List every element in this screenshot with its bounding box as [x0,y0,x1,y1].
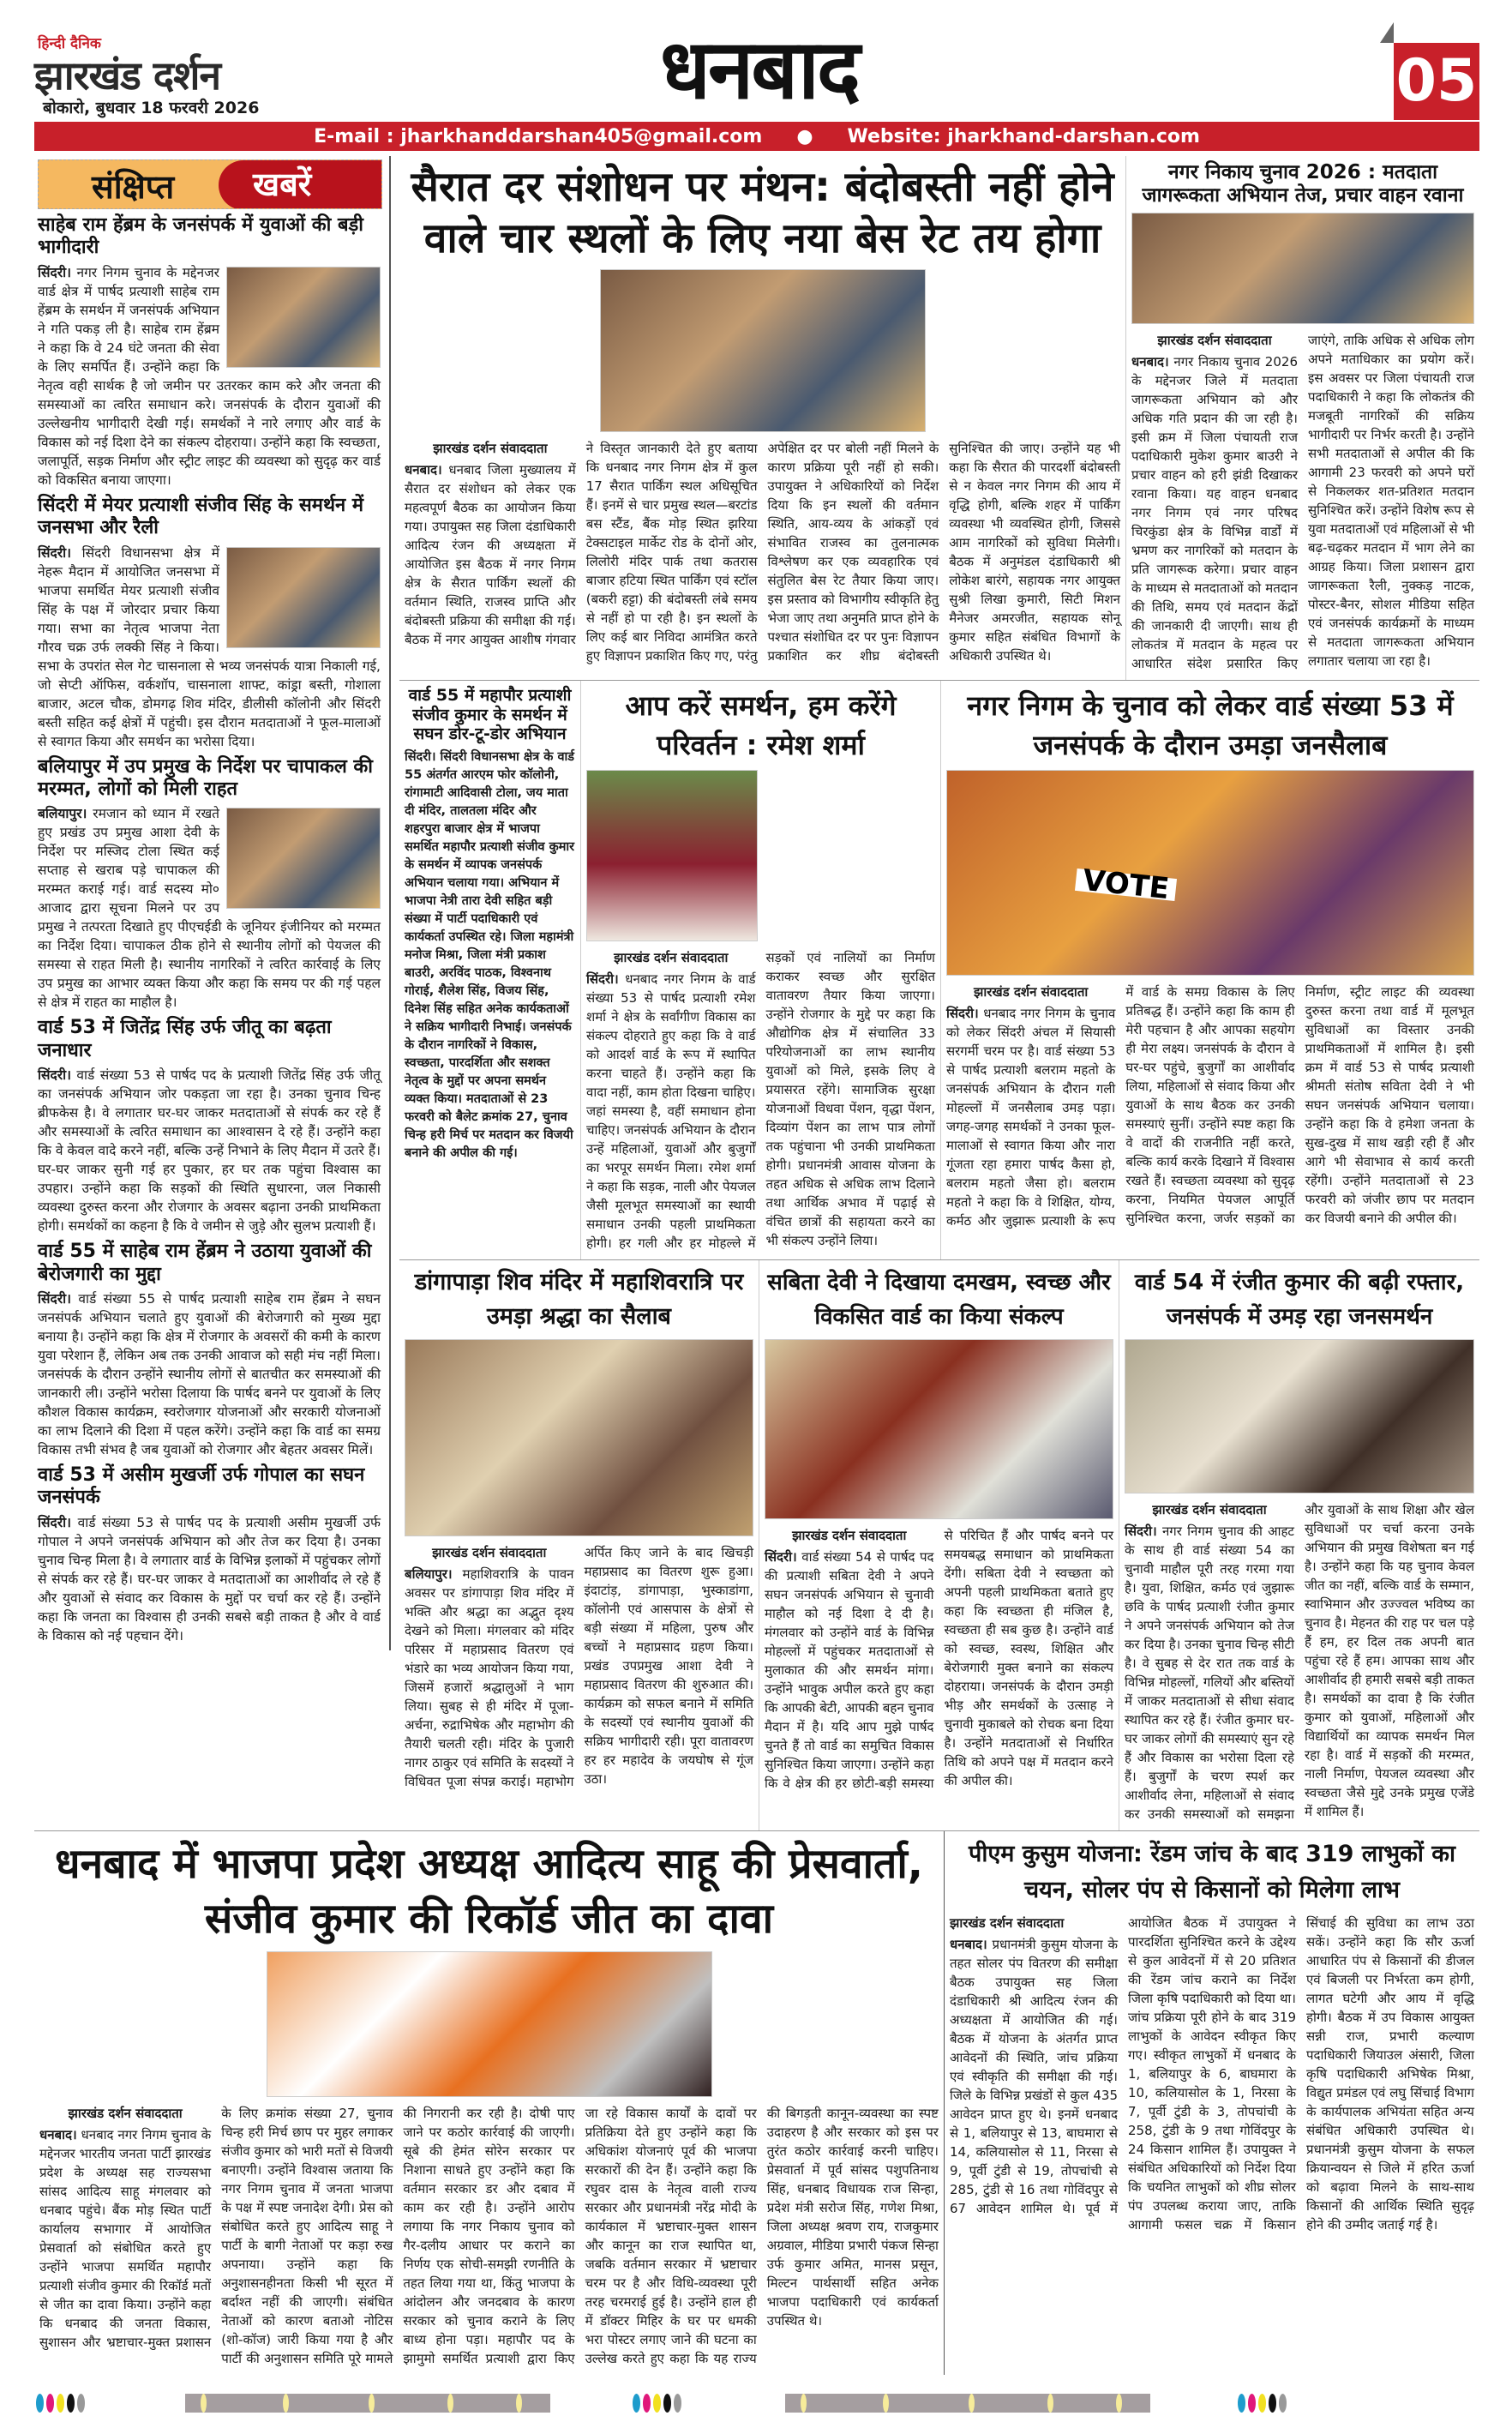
page-corner-decoration [1380,22,1394,43]
dateline: धनबाद। [1131,354,1169,370]
brief-body: सिंदरी विधानसभा क्षेत्र में नेहरू मैदान में आयोजित जनसभा में भाजपा समर्थित मेयर प्रत्याशी संजीव सिंह के पक्ष में जोरदार प्रचार किया गया। सभा का नेतृत्व भाजपा नेता गौरव चक्र उर्फ लक्की सिंह ने किया। सभा के उपरांत सेल गेट चासनाला से भव्य जनसंपर्क यात्रा निकाली गई, जो सेप्टी ऑफिस, वर्कशॉप, चासनाला शाफ्ट, कांड्रा बस्ती, गोशाला बाजार, अटल चौक, डोमगढ़ शिव मंदिर, डीलीसी कॉलोनी और सिंदरी बस्ती सहित कई क्षेत्रों में पहुंची। इस दौरान मतदाताओं ने फूल-मालाओं से स्वागत किया और समर्थन का भरोसा दिया। [38,544,381,749]
ward53-body [946,770,1474,1230]
dateline: सिंदरी। [38,1514,71,1530]
ranjit-headline[interactable]: वार्ड 54 में रंजीत कुमार की बढ़ी रफ्तार, जनसंपर्क में उमड़ रहा जनसमर्थन [1134,1270,1465,1331]
sabita-body [765,1339,1113,1793]
byline: झारखंड दर्शन संवाददाता [1157,333,1272,349]
ramesh-headline[interactable]: आप करें समर्थन, हम करेंगे परिवर्तन : रमेश शर्मा [625,689,897,762]
news-photo [226,267,381,368]
campaign-vehicle-photo [1131,213,1474,324]
dateline: धनबाद। [950,1937,987,1953]
dateline: सिंदरी। [946,1006,979,1022]
brief-item [38,1464,381,1645]
brief-headline[interactable]: बलियापुर में उप प्रमुख के निर्देश पर चापाकल की मरम्मत, लोगों को मिली राहत [38,755,373,800]
voter-awareness-article [1126,156,1479,680]
bjp-press-article [34,1831,945,2375]
brief-item [38,756,381,1013]
ward53-body-text: धनबाद नगर निगम के चुनाव को लेकर सिंदरी अंचल में सियासी सरगर्मी चरम पर है। वार्ड संख्या 53 से पार्षद प्रत्याशी बलराम महतो के जनसंपर्क अभियान के दौरान गली मोहल्लों में जनसैलाब उमड़ पड़ा। जगह-जगह समर्थकों ने उनका फूल-मालाओं से स्वागत किया और नारा गूंजता रहा हमारा पार्षद कैसा हो, बलराम महतो जैसा हो। बलराम महतो ने कहा कि वे शिक्षित, योग्य, कर्मठ और जुझारू प्रत्याशी के रूप में वार्ड के समग्र विकास के लिए प्रतिबद्ध हैं। उन्होंने कहा कि काम ही मेरी पहचान है और आपका सहयोग ही मेरा लक्ष्य। जनसंपर्क के दौरान वे घर-घर पहुंचे, बुजुर्गों का आशीर्वाद लिया, महिलाओं से संवाद किया और युवाओं के साथ बैठक कर उनकी समस्याएं सुनीं। उन्होंने स्पष्ट कहा कि वे वादों की राजनीति नहीं करते, बल्कि कार्य करके दिखाने में विश्वास रखते हैं। स्वच्छता व्यवस्था को सुदृढ़ करना, नियमित पेयजल आपूर्ति सुनिश्चित करना, जर्जर सड़कों का निर्माण, स्ट्रीट लाइट की व्यवस्था दुरुस्त करना तथा वार्ड में मूलभूत सुविधाओं का विस्तार उनकी प्राथमिकताओं में शामिल है। इसी क्रम में वार्ड 53 से पार्षद प्रत्याशी श्रीमती संतोष सविता देवी ने भी सघन जनसंपर्क अभियान चलाया। उन्होंने कहा कि वे हमेशा जनता के सुख-दुख में साथ खड़ी रही हैं और आगे भी सेवाभाव से कार्य करती रहेंगी। उन्होंने मतदाताओं से 23 फरवरी को जंजीर छाप पर मतदान कर विजयी बनाने की अपील की। [946,984,1474,1229]
brief-item [38,1017,381,1235]
banner-label-red: खबरें [219,160,382,209]
byline: झारखंड दर्शन संवाददाता [432,1545,547,1561]
ramesh-body [586,770,935,1253]
city-page-title: धनबाद [660,21,858,117]
brief-headline[interactable]: साहेब राम हेंब्रम के जनसंपर्क में युवाओं की बड़ी भागीदारी [38,214,363,259]
shiv-body [405,1339,753,1791]
kusum-headline[interactable]: पीएम कुसुम योजना: रेंडम जांच के बाद 319 लाभुकों का चयन, सोलर पंप से किसानों को मिलेगा लाभ [969,1841,1455,1904]
lead-photo [600,269,926,432]
dateline: सिंदरी। [586,971,619,988]
ranjit-body-text: नगर निगम चुनाव की आहट के साथ ही वार्ड संख्या 54 का चुनावी माहौल पूरी तरह गरमा गया है। युवा, शिक्षित, कर्मठ एवं जुझारू छवि के पार्षद प्रत्याशी रंजीत कुमार ने अपने जनसंपर्क अभियान को तेज कर दिया है। उनका चुनाव चिन्ह सीटी है। वे सुबह से देर रात तक वार्ड के विभिन्न मोहल्लों, गलियों और बस्तियों में जाकर मतदाताओं से सीधा संवाद स्थापित कर रहे हैं। रंजीत कुमार घर-घर जाकर लोगों की समस्याएं सुन रहे हैं और विकास का भरोसा दिला रहे हैं। बुजुर्गों के चरण स्पर्श कर आशीर्वाद लेना, महिलाओं से संवाद कर उनकी समस्याओं को समझना और युवाओं के साथ शिक्षा और खेल सुविधाओं पर चर्चा करना उनके अभियान की प्रमुख विशेषता बन गई है। उन्होंने कहा कि यह चुनाव केवल जीत का नहीं, बल्कि वार्ड के सम्मान, स्वाभिमान और उज्ज्वल भविष्य का चुनाव है। मेहनत की राह पर चल पड़े हैं हम, हर दिल तक अपनी बात पहुंचा रहे हैं हम। आपका साथ और आशीर्वाद ही हमारी सबसे बड़ी ताकत है। समर्थकों का दावा है कि रंजीत कुमार को युवाओं, महिलाओं और विद्यार्थियों का व्यापक समर्थन मिल रहा है। वार्ड में सड़कों की मरम्मत, नाली निर्माण, पेयजल व्यवस्था और स्वच्छता जैसे मुद्दे उनके प्रमुख एजेंडे में शामिल हैं। [1125,1502,1474,1823]
dateline: सिंदरी। [765,1549,797,1566]
edition-dateline: बोकारो, बुधवार 18 फरवरी 2026 [43,99,260,117]
lead-article [399,156,1126,680]
brief-body: नगर निगम चुनाव के मद्देनजर वार्ड क्षेत्र में पार्षद प्रत्याशी साहेब राम हेंब्रम के समर्थन में जनसंपर्क अभियान ने गति पकड़ ली है। साहेब राम हेंब्रम ने कहा कि वे 24 घंटे जनता की सेवा के लिए समर्पित हैं। उन्होंने कहा कि नेतृत्व वही सार्थक है जो जमीन पर उतरकर काम करे और जनता की समस्याओं का त्वरित समाधान करे। जनसंपर्क के दौरान युवाओं की उल्लेखनीय भागीदारी देखी गई। समर्थकों ने नारे लगाए और वार्ड के विकास को नई दिशा देने का संकल्प दोहराया। उन्होंने कहा कि स्वच्छता, जलापूर्ति, सड़क निर्माण और स्ट्रीट लाइट की व्यवस्था को सुदृढ़ कर वार्ड को विकसित बनाया जाएगा। [38,264,381,488]
news-row [399,1260,1479,1830]
bullet-icon: ● [796,125,813,147]
voter-body [1131,213,1474,673]
banner-label: संक्षिप्त [92,168,175,206]
lead-body-text: धनबाद जिला मुख्यालय में सैरात दर संशोधन को लेकर एक महत्वपूर्ण बैठक का आयोजन किया गया। उपायुक्त सह जिला दंडाधिकारी आदित्य रंजन की अध्यक्षता में आयोजित इस बैठक में नगर निगम क्षेत्र के सैरात पार्किंग स्थलों की वर्तमान स्थिति, राजस्व प्राप्ति और बंदोबस्ती प्रक्रिया की समीक्षा की गई। बैठक में नगर आयुक्त आशीष गंगवार ने विस्तृत जानकारी देते हुए बताया कि धनबाद नगर निगम क्षेत्र में कुल 17 सैरात पार्किंग स्थल अधिसूचित हैं। इनमें से चार प्रमुख स्थल—बरटांड बस स्टैंड, बैंक मोड़ स्थित झरिया टेक्सटाइल मार्केट रोड के दोनों ओर, लिलोरी मंदिर पार्क तथा कतरास बाजार हटिया स्थित पार्किंग एवं स्टॉल (बकरी हट्टा) की बंदोबस्ती लंबे समय से नहीं हो पा रही है। इन स्थलों के लिए कई बार निविदा आमंत्रित करते हुए विज्ञापन प्रकाशित किए गए, परंतु अपेक्षित दर पर बोली नहीं मिलने के कारण प्रक्रिया पूरी नहीं हो सकी। उपायुक्त ने अधिकारियों को निर्देश दिया कि इन स्थलों की वर्तमान स्थिति, आय-व्यय के आंकड़ों एवं संभावित राजस्व का तुलनात्मक विश्लेषण कर एक व्यवहारिक एवं संतुलित बेस रेट तैयार किया जाए। इस प्रस्ताव को विभागीय स्वीकृति हेतु भेजा जाए तथा अनुमति प्राप्त होने के पश्चात संशोधित दर पर पुनः विज्ञापन प्रकाशित कर शीघ्र बंदोबस्ती सुनिश्चित की जाए। उन्होंने यह भी कहा कि सैरात की पारदर्शी बंदोबस्ती से न केवल नगर निगम की आय में वृद्धि होगी, बल्कि शहर में पार्किंग व्यवस्था भी व्यवस्थित होगी, जिससे आम नागरिकों को सुविधा मिलेगी। बैठक में अनुमंडल दंडाधिकारी श्री लोकेश बारंगे, सहायक नगर आयुक्त सुश्री लिखा कुमारी, सिटी मिशन मैनेजर अमरजीत, सहायक सोनू कुमार सहित संबंधित विभागों के अधिकारी उपस्थित थे। [405,441,1120,664]
vote-sign: VOTE [1075,868,1177,901]
brief-item [38,495,381,751]
ward55-body: सिंदरी विधानसभा क्षेत्र के वार्ड 55 अंतर्गत आरएम फोर कॉलोनी, रांगामाटी आदिवासी टोला, जय माता दी मंदिर, तालतला मंदिर और शहरपुरा बाजार क्षेत्र में भाजपा समर्थित महापौर प्रत्याशी संजीव कुमार के समर्थन में व्यापक जनसंपर्क अभियान चलाया गया। अभियान में भाजपा नेत्री तारा देवी सहित बड़ी संख्या में पार्टी पदाधिकारी एवं कार्यकर्ता उपस्थित रहे। जिला महामंत्री मनोज मिश्रा, जिला मंत्री प्रकाश बाउरी, अरविंद पाठक, विश्वनाथ गोराई, शैलेश सिंह, विजय सिंह, दिनेश सिंह सहित अनेक कार्यकताओं ने सक्रिय भागीदारी निभाई। जनसंपर्क के दौरान नागरिकों ने विकास, स्वच्छता, पारदर्शिता और सशक्त नेतृत्व के मुद्दों पर अपना समर्थन व्यक्त किया। मतदाताओं से 23 फरवरी को बैलेट क्रमांक 27, चुनाव चिन्ह हरी मिर्च पर मतदान कर विजयी बनाने की अपील की गई। [405,750,575,1161]
press-conference-photo [267,1951,712,2097]
byline: झारखंड दर्शन संवाददाता [614,950,729,966]
brief-headline[interactable]: वार्ड 53 में असीम मुखर्जी उर्फ गोपाल का सघन जनसंपर्क [38,1463,365,1509]
ward55-headline[interactable]: वार्ड 55 में महापौर प्रत्याशी संजीव कुमार के समर्थन में सघन डोर-टू-डोर अभियान [408,686,572,744]
page-number: 05 [1394,43,1479,120]
ward53-article [941,681,1479,1259]
sabita-body-text: वार्ड संख्या 54 से पार्षद पद की प्रत्याशी सबिता देवी ने अपने सघन जनसंपर्क अभियान से चुनावी माहौल को नई दिशा दे दी है। मंगलवार को उन्होंने वार्ड के विभिन्न मोहल्लों में पहुंचकर मतदाताओं से मुलाकात की और समर्थन मांगा। उन्होंने भावुक अपील करते हुए कहा कि आपकी बेटी, आपकी बहन चुनाव मैदान में है। यदि आप मुझे पार्षद चुनते हैं तो वार्ड का समुचित विकास सुनिश्चित किया जाएगा। उन्होंने कहा कि वे क्षेत्र की हर छोटी-बड़ी समस्या से परिचित हैं और पार्षद बनने पर समयबद्ध समाधान को प्राथमिकता देंगी। सबिता देवी ने स्वच्छता को अपनी पहली प्राथमिकता बताते हुए कहा कि स्वच्छता ही मंजिल है, स्वच्छता ही सब कुछ है। उन्होंने वार्ड को स्वच्छ, स्वस्थ, शिक्षित और बेरोजगारी मुक्त बनाने का संकल्प दोहराया। जनसंपर्क के दौरान उमड़ी भीड़ और समर्थकों के उत्साह ने चुनावी मुकाबले को रोचक बना दिया है। उन्होंने मतदाताओं से निर्धारित तिथि को अपने पक्ष में मतदान करने की अपील की। [765,1528,1113,1792]
dateline: बलियापुर। [405,1566,453,1583]
temple-photo [405,1339,753,1536]
brief-headline[interactable]: वार्ड 55 में साहेब राम हेंब्रम ने उठाया युवाओं की बेरोजगारी का मुद्दा [38,1241,372,1285]
shiv-temple-article [399,1260,759,1830]
bjp-body [39,1951,939,2368]
byline: झारखंड दर्शन संवाददाता [950,1915,1065,1932]
candidate-photo [765,1339,1113,1519]
contact-bar [34,122,1479,151]
ward53-headline[interactable]: नगर निगम के चुनाव को लेकर वार्ड संख्या 53 में जनसंपर्क के दौरान उमड़ा जनसैलाब [967,689,1454,762]
news-photo [226,808,381,909]
dateline: धनबाद। [405,462,442,478]
byline: झारखंड दर्शन संवाददाता [792,1528,907,1544]
kusum-body-text: प्रधानमंत्री कुसुम योजना के तहत सोलर पंप वितरण की समीक्षा बैठक उपायुक्त सह जिला दंडाधिकारी श्री आदित्य रंजन की अध्यक्षता में आयोजित की गई। बैठक में योजना के अंतर्गत प्राप्त आवेदनों की स्थिति, जांच प्रक्रिया एवं स्वीकृति की समीक्षा की गई। जिले के विभिन्न प्रखंडों से कुल 435 आवेदन प्राप्त हुए थे। इनमें धनबाद से 1, बलियापुर से 13, बाघमारा से 14, कलियासोल से 11, निरसा से 9, पूर्वी टुंडी से 19, तोपचांची से 285, टुंडी से 16 तथा गोविंदपुर से 67 आवेदन शामिल थे। पूर्व में आयोजित बैठक में उपायुक्त ने पारदर्शिता सुनिश्चित करने के उद्देश्य से कुल आवेदनों में से 20 प्रतिशत की रेंडम जांच कराने का निर्देश जिला कृषि पदाधिकारी को दिया था। जांच प्रक्रिया पूरी होने के बाद 319 लाभुकों के आवेदन स्वीकृत किए गए। स्वीकृत लाभुकों में धनबाद के 1, बलियापुर के 6, बाघमारा के 10, कलियासोल के 1, निरसा के 7, पूर्वी टुंडी के 3, तोपचांची के 258, टुंडी के 9 तथा गोविंदपुर के 24 किसान शामिल हैं। उपायुक्त ने संबंधित अधिकारियों को निर्देश दिया कि चयनित लाभुकों को शीघ्र सोलर पंप उपलब्ध कराया जाए, ताकि आगामी फसल चक्र में किसान सिंचाई की सुविधा का लाभ उठा सकें। उन्होंने कहा कि सौर ऊर्जा आधारित पंप से किसानों की डीजल एवं बिजली पर निर्भरता कम होगी, लागत घटेगी और आय में वृद्धि होगी। बैठक में उप विकास आयुक्त सन्नी राज, प्रभारी कल्याण पदाधिकारी जियाउल अंसारी, जिला कृषि पदाधिकारी अभिषेक मिश्रा, विद्युत प्रमंडल एवं लघु सिंचाई विभाग के कार्यपालक अभियंता सहित अन्य संबंधित अधिकारी उपस्थित थे। प्रधानमंत्री कुसुम योजना के सफल क्रियान्वयन से जिले में हरित ऊर्जा को बढ़ावा मिलने के साथ-साथ किसानों की आर्थिक स्थिति सुदृढ़ होने की उम्मीद जताई गई है। [950,1915,1474,2233]
dateline: धनबाद। [39,2127,77,2143]
ranjit-body [1125,1339,1474,1824]
sabita-headline[interactable]: सबिता देवी ने दिखाया दमखम, स्वच्छ और विकसित वार्ड का किया संकल्प [767,1270,1111,1331]
lead-body [405,269,1120,665]
brief-news-column [34,156,391,1650]
byline: झारखंड दर्शन संवाददाता [433,441,548,456]
brief-body: वार्ड संख्या 53 से पार्षद पद के प्रत्याशी जितेंद्र सिंह उर्फ जीतू का जनसंपर्क अभियान जोर पकड़ता जा रहा है। उनका चुनाव चिन्ह ब्रीफकेस है। वे लगातार घर-घर जाकर मतदाताओं से संपर्क कर रहे हैं और समस्याओं के त्वरित समाधान का आश्वासन दे रहे हैं। उन्होंने कहा कि वे केवल वादे करने नहीं, बल्कि उन्हें निभाने के लिए मैदान में उतरे हैं। घर-घर जाकर सुनी गई हर पुकार, हर घर तक पहुंचा विश्वास का उपहार। उन्होंने कहा कि सड़कों की स्थिति सुधारना, जल निकासी व्यवस्था दुरुस्त करना और रोजगार के अवसर बढ़ाना उनकी प्राथमिकता होगी। समर्थकों का कहना है कि वे जमीन से जुड़े और सुलभ प्रत्याशी हैं। [38,1067,381,1235]
shiv-body-text: महाशिवरात्रि के पावन अवसर पर डांगापाड़ा शिव मंदिर में भक्ति और श्रद्धा का अद्भुत दृश्य देखने को मिला। मंगलवार को मंदिर परिसर में महाप्रसाद वितरण एवं भंडारे का भव्य आयोजन किया गया, जिसमें हजारों श्रद्धालुओं ने भाग लिया। सुबह से ही मंदिर में पूजा-अर्चना, रुद्राभिषेक और महाभोग की तैयारी चलती रही। मंदिर के पुजारी नागर ठाकुर एवं समिति के सदस्यों ने विधिवत पूजा संपन्न कराई। महाभोग अर्पित किए जाने के बाद खिचड़ी महाप्रसाद का वितरण शुरू हुआ। इंदाटांड़, डांगापाड़ा, भुस्काडांगा, कॉलोनी एवं आसपास के क्षेत्रों से बड़ी संख्या में महिला, पुरुष और बच्चों ने महाप्रसाद ग्रहण किया। प्रखंड उपप्रमुख आशा देवी ने महाप्रसाद वितरण की शुरुआत की। कार्यक्रम को सफल बनाने में समिति के सदस्यों एवं स्थानीय युवाओं की सक्रिय भागीदारी रही। पूरा वातावरण हर हर महादेव के जयघोष से गूंज उठा। [405,1545,753,1790]
byline: झारखंड दर्शन संवाददाता [974,984,1089,1001]
news-photo [226,547,381,648]
byline: झारखंड दर्शन संवाददाता [1152,1502,1267,1518]
news-row [399,156,1479,681]
bjp-body-text: धनबाद नगर निगम चुनाव के मद्देनजर भारतीय जनता पार्टी झारखंड प्रदेश के अध्यक्ष सह राज्यसभा सांसद आदित्य साहू मंगलवार को धनबाद पहुंचे। बैंक मोड़ स्थित पार्टी कार्यालय सभागार में आयोजित प्रेसवार्ता को संबोधित करते हुए उन्होंने भाजपा समर्थित महापौर प्रत्याशी संजीव कुमार की रिकॉर्ड मतों से जीत का दावा किया। उन्होंने कहा कि धनबाद की जनता विकास, सुशासन और भ्रष्टाचार-मुक्त प्रशासन के लिए क्रमांक संख्या 27, चुनाव चिन्ह हरी मिर्च छाप पर मुहर लगाकर संजीव कुमार को भारी मतों से विजयी बनाएगी। उन्होंने विश्वास जताया कि नगर निगम चुनाव में जनता भाजपा के पक्ष में स्पष्ट जनादेश देगी। प्रेस को संबोधित करते हुए आदित्य साहू ने पार्टी के बागी नेताओं पर कड़ा रुख अपनाया। उन्होंने कहा कि अनुशासनहीनता किसी भी सूरत में बर्दाश्त नहीं की जाएगी। संबंधित नेताओं को कारण बताओ नोटिस (शो-कॉज) जारी किया गया है और पार्टी की अनुशासन समिति पूरे मामले की निगरानी कर रही है। दोषी पाए जाने पर कठोर कार्रवाई की जाएगी। सूबे की हेमंत सोरेन सरकार पर निशाना साधते हुए उन्होंने कहा कि वर्तमान सरकार डर और दबाव में काम कर रही है। उन्होंने आरोप लगाया कि नगर निकाय चुनाव को गैर-दलीय आधार पर कराने का निर्णय एक सोची-समझी रणनीति के तहत लिया गया था, किंतु भाजपा के आंदोलन और जनदबाव के कारण सरकार को चुनाव कराने के लिए बाध्य होना पड़ा। महापौर पद के झामुमो समर्थित प्रत्याशी द्वारा किए जा रहे विकास कार्यों के दावों पर प्रतिक्रिया देते हुए उन्होंने कहा कि अधिकांश योजनाएं पूर्व की भाजपा सरकारों की देन हैं। उन्होंने कहा कि रघुवर दास के नेतृत्व वाली राज्य सरकार और प्रधानमंत्री नरेंद्र मोदी के कार्यकाल में भ्रष्टाचार-मुक्त शासन और कानून का राज स्थापित था, जबकि वर्तमान सरकार में भ्रष्टाचार चरम पर है और विधि-व्यवस्था पूरी तरह चरमराई हुई है। उन्होंने हाल ही में डॉक्टर मिहिर के घर पर धमकी भरा पोस्टर लगाए जाने की घटना का उल्लेख करते हुए कहा कि यह राज्य की बिगड़ती कानून-व्यवस्था का स्पष्ट उदाहरण है और सरकार को इस पर तुरंत कठोर कार्रवाई करनी चाहिए। प्रेसवार्ता में पूर्व सांसद पशुपतिनाथ सिंह, धनबाद विधायक राज सिन्हा, प्रदेश मंत्री सरोज सिंह, गणेश मिश्रा, जिला अध्यक्ष श्रवण राय, राजकुमार अग्रवाल, मीडिया प्रभारी पंकज सिन्हा उर्फ कुमार अमित, मानस प्रसून, मिल्टन पार्थसार्थी सहित अनेक भाजपा पदाधिकारी एवं कार्यकर्ता उपस्थित थे। [39,2106,939,2367]
brief-headline[interactable]: सिंदरी में मेयर प्रत्याशी संजीव सिंह के समर्थन में जनसभा और रैली [38,494,364,539]
dateline: सिंदरी। [38,1290,71,1307]
shiv-headline[interactable]: डांगापाड़ा शिव मंदिर में महाशिवरात्रि पर उमड़ा श्रद्धा का सैलाब [414,1269,744,1331]
ranjit-article [1119,1260,1479,1830]
bjp-headline[interactable]: धनबाद में भाजपा प्रदेश अध्यक्ष आदित्य साहू की प्रेसवार्ता, संजीव कुमार की रिकॉर्ड जीत का दावा [54,1840,924,1944]
candidate-photo [586,770,758,941]
website-link[interactable]: Website: jharkhand-darshan.com [847,125,1200,147]
ramesh-article [581,681,941,1259]
dateline: सिंदरी। [38,544,71,561]
print-registration-marks [0,2387,1512,2421]
brief-body: वार्ड संख्या 53 से पार्षद पद के प्रत्याशी असीम मुखर्जी उर्फ गोपाल ने अपने जनसंपर्क अभियान को और तेज कर दिया है। उनका चुनाव चिन्ह मिला है। वे लगातार वार्ड के विभिन्न इलाकों में पहुंचकर लोगों से संपर्क कर रहे हैं। घर-घर जाकर वे मतदाताओं का आशीर्वाद ले रहे हैं और युवाओं से संवाद कर विकास के मुद्दों पर चर्चा कर रहे हैं। उन्होंने कहा कि जनता का विश्वास ही उनकी सबसे बड़ी ताकत है और वे वार्ड के विकास को नई पहचान देंगे। [38,1514,381,1644]
main-news-area [391,156,1479,1830]
dateline: सिंदरी। [405,750,436,765]
dateline: सिंदरी। [1125,1524,1157,1540]
voter-body-text: नगर निकाय चुनाव 2026 के मद्देनजर जिले में मतदाता जागरूकता अभियान को और अधिक गति प्रदान की जा रही है। इसी क्रम में जिला पंचायती राज पदाधिकारी मुकेश कुमार बाउरी ने प्रचार वाहन को हरी झंडी दिखाकर रवाना किया। यह वाहन धनबाद नगर निगम एवं नगर परिषद चिरकुंडा क्षेत्र के विभिन्न वार्डों में भ्रमण कर नागरिकों को मतदान के प्रति जागरूक करेगा। प्रचार वाहन के माध्यम से मतदाताओं को मतदान की तिथि, समय एवं मतदान केंद्रों की जानकारी दी जाएगी। साथ ही लोकतंत्र में मतदान के महत्व पर आधारित संदेश प्रसारित किए जाएंगे, ताकि अधिक से अधिक लोग अपने मताधिकार का प्रयोग करें। इस अवसर पर जिला पंचायती राज पदाधिकारी ने कहा कि लोकतंत्र की मजबूती नागरिकों की सक्रिय भागीदारी पर निर्भर करती है। उन्होंने सभी मतदाताओं से अपील की कि आगामी 23 फरवरी को अपने घरों से निकलकर शत-प्रतिशत मतदान सुनिश्चित करें। उन्होंने विशेष रूप से युवा मतदाताओं एवं महिलाओं से भी बढ़-चढ़कर मतदान में भाग लेने का आग्रह किया। जिला प्रशासन द्वारा जागरूकता रैली, नुक्कड़ नाटक, पोस्टर-बैनर, सोशल मीडिया सहित एवं जनसंपर्क कार्यक्रमों के माध्यम से मतदाता जागरूकता अभियान लगातार चलाया जा रहा है। [1131,333,1474,672]
newspaper-logo: झारखंड दर्शन [34,52,220,99]
brief-body: वार्ड संख्या 55 से पार्षद प्रत्याशी साहेब राम हेंब्रम ने सघन जनसंपर्क अभियान चलाते हुए युवाओं की बेरोजगारी को मुख्य मुद्दा बनाया है। उन्होंने कहा कि क्षेत्र में रोजगार के अवसरों की कमी के कारण युवा परेशान हैं, लेकिन अब तक उनकी आवाज को सही मंच नहीं मिला। जनसंपर्क के दौरान उन्होंने स्थानीय लोगों से बातचीत कर समस्याओं की जानकारी ली। उन्होंने भरोसा दिलाया कि पार्षद बनने पर युवाओं के लिए कौशल विकास कार्यक्रम, स्वरोजगार योजनाओं और सरकारी योजनाओं का लाभ दिलाने की दिशा में पहल करेंगे। उन्होंने कहा कि वार्ड का समग्र विकास तभी संभव है जब युवाओं को रोजगार और बेहतर अवसर मिलें। [38,1290,381,1457]
sabita-article [759,1260,1119,1830]
kusum-body [950,1914,1474,2234]
voter-headline[interactable]: नगर निकाय चुनाव 2026 : मतदाता जागरूकता अभियान तेज, प्रचार वाहन रवाना [1142,161,1464,207]
brief-item [38,214,381,490]
dateline: बलियापुर। [38,806,87,822]
brief-item [38,1241,381,1459]
masthead-tagline: हिन्दी दैनिक [38,35,101,52]
dateline: सिंदरी। [38,264,71,280]
dateline: सिंदरी। [38,1067,71,1084]
news-row [399,681,1479,1260]
ward55-article [399,681,581,1259]
masthead [0,0,1512,156]
campaign-photo [1125,1339,1474,1493]
ramesh-body-text: धनबाद नगर निगम के वार्ड संख्या 53 से पार्षद प्रत्याशी रमेश शर्मा ने क्षेत्र के सर्वांगीण विकास का संकल्प दोहराते हुए कहा कि वे वार्ड को आदर्श वार्ड के रूप में स्थापित करना चाहते हैं। उन्होंने कहा कि वादा नहीं, काम होता दिखना चाहिए। जहां समस्या है, वहीं समाधान होना चाहिए। जनसंपर्क अभियान के दौरान उन्हें महिलाओं, युवाओं और बुजुर्गों का भरपूर समर्थन मिला। रमेश शर्मा ने कहा कि सड़क, नाली और पेयजल जैसी मूलभूत समस्याओं का स्थायी समाधान उनकी पहली प्राथमिकता होगी। हर गली और हर मोहल्ले में सड़कों एवं नालियों का निर्माण कराकर स्वच्छ और सुरक्षित वातावरण तैयार किया जाएगा। उन्होंने रोजगार के मुद्दे पर कहा कि औद्योगिक क्षेत्र में संचालित 33 परियोजनाओं का लाभ स्थानीय युवाओं को मिले, इसके लिए वे प्रयासरत रहेंगे। सामाजिक सुरक्षा योजनाओं विधवा पेंशन, वृद्धा पेंशन, दिव्यांग पेंशन का लाभ पात्र लोगों तक पहुंचाना भी उनकी प्राथमिकता होगी। प्रधानमंत्री आवास योजना के तहत अधिक से अधिक लाभ दिलाने तथा आर्थिक अभाव में पढ़ाई से वंचित छात्रों की सहायता करने का भी संकल्प उन्होंने लिया। [586,950,935,1252]
lead-headline[interactable]: सैरात दर संशोधन पर मंथन: बंदोबस्ती नहीं होने वाले चार स्थलों के लिए नया बेस रेट तय होगा [411,163,1114,262]
kusum-article [945,1831,1479,2375]
bottom-news-row [34,1830,1479,2375]
brief-body: रमजान को ध्यान में रखते हुए प्रखंड उप प्रमुख आशा देवी के निर्देश पर मस्जिद टोला स्थित कई सप्ताह से खराब पड़े चापाकल की मरम्मत कराई गई। वार्ड सदस्य मो० आजाद द्वारा सूचना मिलने पर उप प्रमुख ने तत्परता दिखाते हुए पीएचईडी के जूनियर इंजीनियर को मरम्मत का निर्देश दिया। चापाकल ठीक होने से स्थानीय लोगों को पेयजल की समस्या से राहत मिली है। स्थानीय नागरिकों ने त्वरित कार्रवाई के लिए उप प्रमुख का आभार व्यक्त किया और कहा कि समय पर की गई पहल से क्षेत्र में राहत का माहौल है। [38,806,381,1011]
brief-headline[interactable]: वार्ड 53 में जितेंद्र सिंह उर्फ जीतू का बढ़ता जनाधार [38,1017,332,1061]
page-content [34,156,1479,1830]
brief-news-banner [38,159,382,209]
email-link[interactable]: E-mail : jharkhanddarshan405@gmail.com [314,125,763,147]
byline: झारखंड दर्शन संवाददाता [68,2106,183,2122]
rally-photo [946,770,1474,976]
